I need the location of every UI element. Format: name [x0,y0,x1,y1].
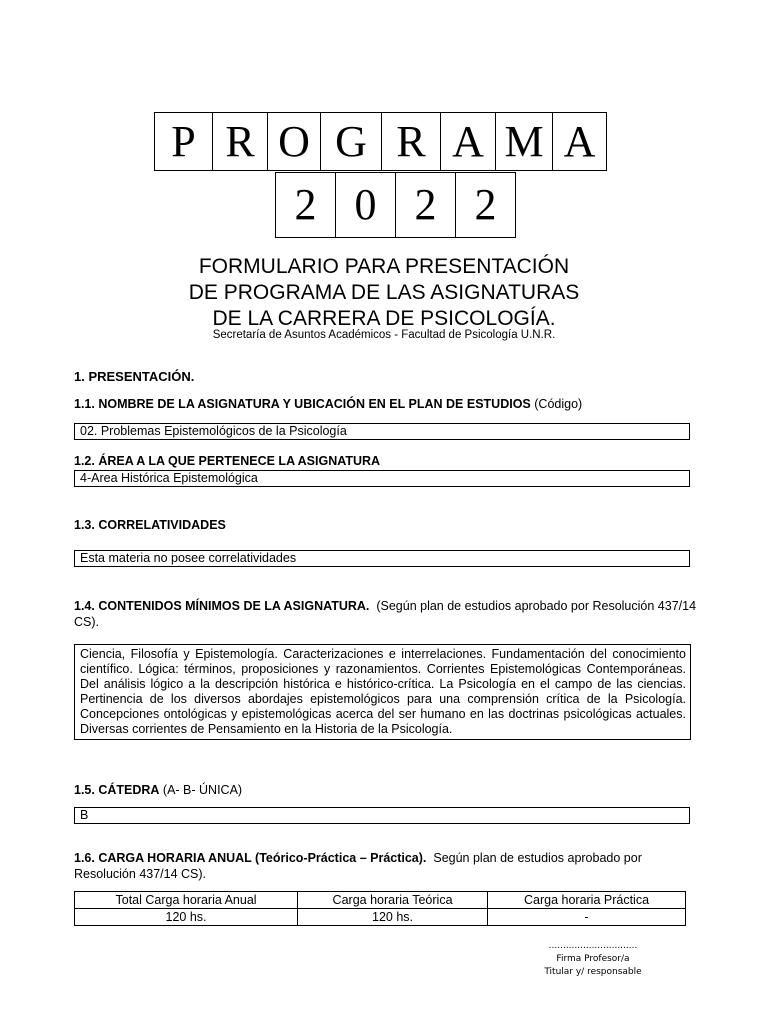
heading-line: DE LA CARRERA DE PSICOLOGÍA. [212,307,556,330]
signature-line: ............................... [548,941,638,951]
field-correlatividades: Esta materia no posee correlatividades [74,550,690,567]
form-heading [0,254,768,332]
signature-label: Titular y/ responsable [544,967,642,977]
heading-line: DE PROGRAMA DE LAS ASIGNATURAS [188,281,580,304]
field-label-correlatividades: 1.3. CORRELATIVIDADES [74,518,226,532]
table-header-row [75,892,686,909]
programa-title-boxes [155,112,607,171]
carga-horaria-table [74,891,686,926]
year-digit-box: 2 [455,172,516,238]
signature-block [520,940,666,979]
title-letter-box: A [440,112,496,171]
table-cell: - [488,909,686,926]
table-cell: 120 hs. [298,909,488,926]
field-label-carga-horaria: 1.6. CARGA HORARIA ANUAL (Teórico-Práctica – Práctica). Según plan de estudios aprobado por Resolución 437/14 CS). [74,851,642,881]
table-cell: 120 hs. [75,909,298,926]
table-header-cell: Carga horaria Teórica [298,892,488,909]
field-area: 4-Area Histórica Epistemológica [74,470,690,487]
form-subtitle: Secretaría de Asuntos Académicos - Facultad de Psicología U.N.R. [212,329,556,341]
table-header-cell: Carga horaria Práctica [488,892,686,909]
field-label-area: 1.2. ÁREA A LA QUE PERTENECE LA ASIGNATURA [74,454,381,468]
field-catedra: B [74,807,690,824]
heading-line: FORMULARIO PARA PRESENTACIÓN [198,255,570,278]
title-letter-box: R [212,112,268,171]
section-title: 1. PRESENTACIÓN. [74,369,195,384]
field-contenidos-minimos: Ciencia, Filosofía y Epistemología. Caracterizaciones e interrelaciones. Fundamentación del conocimiento científico. Lógica: términos, proposiciones y razonamientos. Corrientes Epistemológicas Contemporáneas. Del análisis lógico a la descripción histórica e histórico-crítica. La Psicología en el campo de las ciencias. Pertinencia de los diversos abordajes epistemológicos para una comprensión crítica de la Psicología. Concepciones ontológicas y epistemológicas acerca del ser humano en las doctrinas psicológicas actuales. Diversas corrientes de Pensamiento en la Historia de la Psicología. [74,644,691,740]
title-letter-box: P [154,112,213,171]
title-letter-box: G [320,112,382,171]
title-letter-box: A [552,112,607,171]
title-letter-box: R [381,112,441,171]
year-digit-box: 2 [395,172,456,238]
field-label-contenidos: 1.4. CONTENIDOS MÍNIMOS DE LA ASIGNATURA. (Según plan de estudios aprobado por Resolución 437/14 CS). [74,599,697,629]
table-row [75,909,686,926]
year-digit-box: 0 [335,172,396,238]
field-nombre-asignatura: 02. Problemas Epistemológicos de la Psicología [74,423,690,440]
title-letter-box: M [495,112,553,171]
signature-label: Firma Profesor/a [556,954,630,964]
table-header-cell: Total Carga horaria Anual [75,892,298,909]
field-label-catedra: 1.5. CÁTEDRA (A- B- ÚNICA) [74,783,243,797]
field-label-nombre-asignatura: 1.1. NOMBRE DE LA ASIGNATURA Y UBICACIÓN EN EL PLAN DE ESTUDIOS (Código) [74,397,583,411]
year-digit-box: 2 [275,172,336,238]
title-letter-box: O [267,112,321,171]
year-boxes [276,172,516,238]
